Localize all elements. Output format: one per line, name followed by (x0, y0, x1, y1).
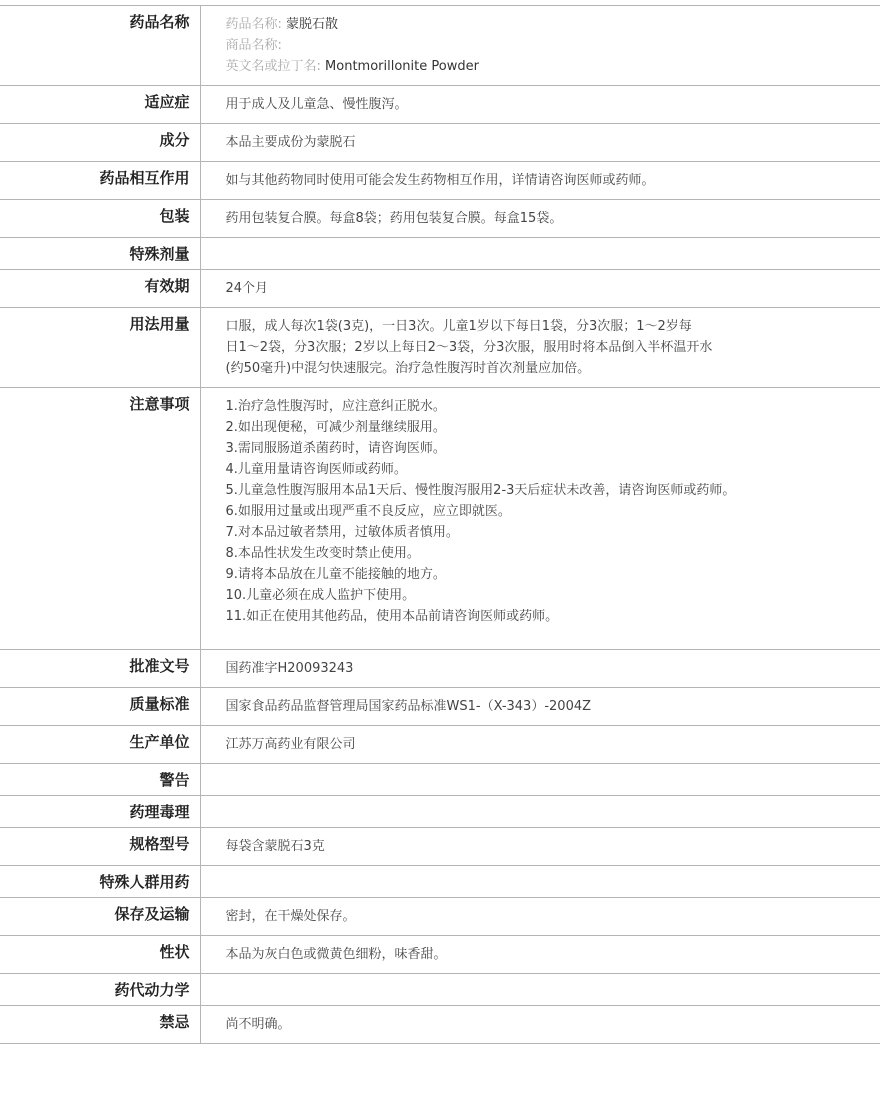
usage-value (200, 308, 880, 388)
contraindication-label: 禁忌 (0, 1006, 200, 1044)
row-toxicology (0, 796, 880, 828)
standard-label: 质量标准 (0, 688, 200, 726)
standard-value: 国家食品药品监督管理局国家药品标准WS1-（X-343）-2004Z (200, 688, 880, 726)
toxicology-value (200, 796, 880, 828)
row-interaction (0, 162, 880, 200)
ingredients-label: 成分 (0, 124, 200, 162)
row-drug-name (0, 6, 880, 86)
trade-name-line (226, 35, 761, 56)
usage-label: 用法用量 (0, 308, 200, 388)
row-pharmacokinetics (0, 974, 880, 1006)
pharmacokinetics-value (200, 974, 880, 1006)
row-approval (0, 650, 880, 688)
row-precautions (0, 388, 880, 650)
precaution-item: 1.治疗急性腹泻时，应注意纠正脱水。 (225, 399, 446, 414)
special-population-value (200, 866, 880, 898)
toxicology-label: 药理毒理 (0, 796, 200, 828)
spec-label: 规格型号 (0, 828, 200, 866)
precaution-item: 7.对本品过敏者禁用，过敏体质者慎用。 (225, 525, 459, 540)
row-warning (0, 764, 880, 796)
generic-name-key: 药品名称: (225, 17, 282, 32)
precaution-item: 8.本品性状发生改变时禁止使用。 (225, 546, 420, 561)
row-standard (0, 688, 880, 726)
drug-name-value (200, 6, 880, 86)
precautions-label: 注意事项 (0, 388, 200, 650)
row-packaging (0, 200, 880, 238)
usage-line: 口服，成人每次1袋(3克)，一日3次。儿童1岁以下每日1袋，分3次服；1～2岁每 (225, 319, 692, 334)
appearance-value: 本品为灰白色或微黄色细粉，味香甜。 (200, 936, 880, 974)
precaution-item: 5.儿童急性腹泻服用本品1天后、慢性腹泻服用2-3天后症状未改善，请咨询医师或药师。 (225, 483, 736, 498)
usage-line: (约50毫升)中混匀快速服完。治疗急性腹泻时首次剂量应加倍。 (225, 361, 591, 376)
validity-value: 24个月 (200, 270, 880, 308)
precaution-item: 9.请将本品放在儿童不能接触的地方。 (225, 567, 446, 582)
row-manufacturer (0, 726, 880, 764)
packaging-label: 包装 (0, 200, 200, 238)
storage-value: 密封，在干燥处保存。 (200, 898, 880, 936)
generic-name-line (226, 14, 761, 35)
drug-info-table (0, 5, 880, 1044)
validity-label: 有效期 (0, 270, 200, 308)
warning-label: 警告 (0, 764, 200, 796)
row-appearance (0, 936, 880, 974)
appearance-label: 性状 (0, 936, 200, 974)
row-special-dose (0, 238, 880, 270)
precaution-item: 2.如出现便秘，可减少剂量继续服用。 (225, 420, 446, 435)
indication-value: 用于成人及儿童急、慢性腹泻。 (200, 86, 880, 124)
row-storage (0, 898, 880, 936)
precaution-item: 11.如正在使用其他药品，使用本品前请咨询医师或药师。 (225, 609, 559, 624)
packaging-value: 药用包装复合膜。每盒8袋；药用包装复合膜。每盒15袋。 (200, 200, 880, 238)
precaution-item: 4.儿童用量请咨询医师或药师。 (225, 462, 407, 477)
pharmacokinetics-label: 药代动力学 (0, 974, 200, 1006)
precautions-value (200, 388, 880, 650)
trade-name-key: 商品名称: (225, 38, 282, 53)
manufacturer-value: 江苏万高药业有限公司 (200, 726, 880, 764)
interaction-value: 如与其他药物同时使用可能会发生药物相互作用，详情请咨询医师或药师。 (200, 162, 880, 200)
approval-label: 批准文号 (0, 650, 200, 688)
spec-value: 每袋含蒙脱石3克 (200, 828, 880, 866)
row-special-population (0, 866, 880, 898)
storage-label: 保存及运输 (0, 898, 200, 936)
english-name-key: 英文名或拉丁名: (225, 59, 321, 74)
english-name-line (226, 56, 761, 77)
indication-label: 适应症 (0, 86, 200, 124)
row-contraindication (0, 1006, 880, 1044)
special-dose-value (200, 238, 880, 270)
precaution-item: 3.需同服肠道杀菌药时，请咨询医师。 (225, 441, 446, 456)
precaution-item: 6.如服用过量或出现严重不良反应，应立即就医。 (225, 504, 511, 519)
row-indication (0, 86, 880, 124)
generic-name-value: 蒙脱石散 (286, 17, 339, 32)
interaction-label: 药品相互作用 (0, 162, 200, 200)
row-validity (0, 270, 880, 308)
special-population-label: 特殊人群用药 (0, 866, 200, 898)
ingredients-value: 本品主要成份为蒙脱石 (200, 124, 880, 162)
drug-name-label: 药品名称 (0, 6, 200, 86)
usage-line: 日1～2袋，分3次服；2岁以上每日2～3袋，分3次服，服用时将本品倒入半杯温开水 (225, 340, 713, 355)
row-ingredients (0, 124, 880, 162)
contraindication-value: 尚不明确。 (200, 1006, 880, 1044)
warning-value (200, 764, 880, 796)
row-spec (0, 828, 880, 866)
approval-value: 国药准字H20093243 (200, 650, 880, 688)
special-dose-label: 特殊剂量 (0, 238, 200, 270)
precaution-item: 10.儿童必须在成人监护下使用。 (225, 588, 416, 603)
row-usage (0, 308, 880, 388)
manufacturer-label: 生产单位 (0, 726, 200, 764)
english-name-value: Montmorillonite Powder (325, 59, 479, 74)
